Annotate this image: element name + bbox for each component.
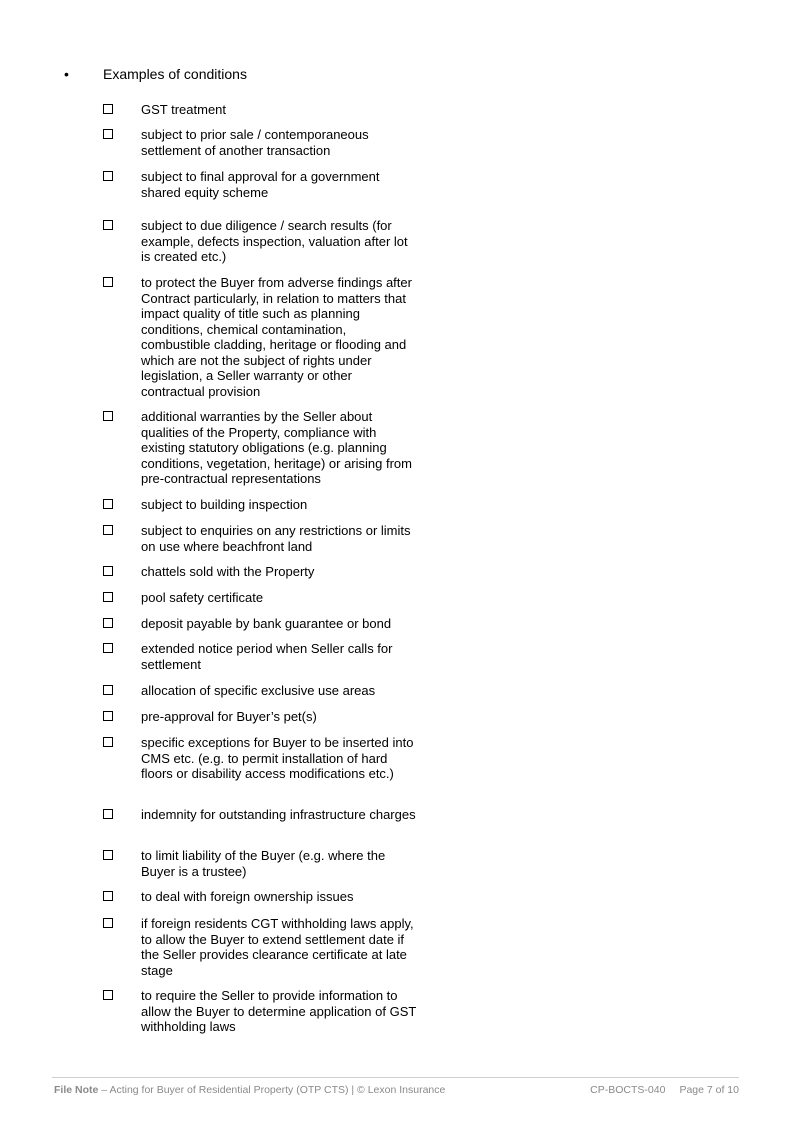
checkbox-icon xyxy=(103,220,113,230)
checkbox-icon xyxy=(103,850,113,860)
condition-text: to deal with foreign ownership issues xyxy=(141,889,354,904)
condition-text: to protect the Buyer from adverse findings after Contract particularly, in relation to matters that impact quality of title such as planning conditions, chemical contamination, combustible cladding, heritage or flooding and which are not the subject of rights under legislation, a Seller warranty or other contractual provision xyxy=(141,275,412,399)
checkbox-icon xyxy=(103,171,113,181)
footer-title-rest: – Acting for Buyer of Residential Property (OTP CTS) | © Lexon Insurance xyxy=(98,1084,446,1096)
list-bullet: • xyxy=(64,66,69,82)
footer-page-number: Page 7 of 10 xyxy=(679,1084,739,1096)
condition-text: to require the Seller to provide information to allow the Buyer to determine application of GST withholding laws xyxy=(141,988,417,1034)
checkbox-icon xyxy=(103,525,113,535)
condition-text: GST treatment xyxy=(141,102,227,117)
checkbox-icon xyxy=(103,129,113,139)
section-heading: Examples of conditions xyxy=(103,66,247,82)
checkbox-icon xyxy=(103,809,113,819)
condition-text: subject to final approval for a government shared equity scheme xyxy=(141,169,380,200)
condition-text: if foreign residents CGT withholding laws apply, to allow the Buyer to extend settlement date if the Seller provides clearance certificate at late stage xyxy=(141,916,414,978)
checkbox-icon xyxy=(103,737,113,747)
condition-text: allocation of specific exclusive use areas xyxy=(141,683,376,698)
checkbox-icon xyxy=(103,990,113,1000)
checkbox-icon xyxy=(103,566,113,576)
checkbox-icon xyxy=(103,277,113,287)
condition-text: extended notice period when Seller calls for settlement xyxy=(141,641,393,672)
checkbox-icon xyxy=(103,592,113,602)
condition-text: subject to building inspection xyxy=(141,497,308,512)
condition-text: subject to enquiries on any restrictions or limits on use where beachfront land xyxy=(141,523,411,554)
condition-text: pre-approval for Buyer’s pet(s) xyxy=(141,709,317,724)
condition-text: indemnity for outstanding infrastructure charges xyxy=(141,807,416,822)
footer-meta xyxy=(576,1084,739,1096)
checkbox-icon xyxy=(103,891,113,901)
checkbox-icon xyxy=(103,711,113,721)
checkbox-icon xyxy=(103,618,113,628)
checkbox-icon xyxy=(103,918,113,928)
condition-text: additional warranties by the Seller about qualities of the Property, compliance with existing statutory obligations (e.g. planning conditions, vegetation, heritage) or arising from pre-contractual representations xyxy=(141,409,412,486)
condition-text: specific exceptions for Buyer to be inserted into CMS etc. (e.g. to permit installation of hard floors or disability access modifications etc.) xyxy=(141,735,414,781)
condition-text: to limit liability of the Buyer (e.g. where the Buyer is a trustee) xyxy=(141,848,386,879)
footer-divider xyxy=(52,1077,739,1078)
checkbox-icon xyxy=(103,499,113,509)
condition-text: deposit payable by bank guarantee or bond xyxy=(141,616,392,631)
footer-title xyxy=(54,1084,445,1096)
checkbox-icon xyxy=(103,643,113,653)
checkbox-icon xyxy=(103,685,113,695)
condition-text: subject to prior sale / contemporaneous settlement of another transaction xyxy=(141,127,369,158)
footer-doc-code: CP-BOCTS-040 xyxy=(590,1084,666,1096)
condition-text: pool safety certificate xyxy=(141,590,264,605)
condition-text: chattels sold with the Property xyxy=(141,564,315,579)
footer-title-bold: File Note xyxy=(54,1084,99,1096)
checkbox-icon xyxy=(103,411,113,421)
checkbox-icon xyxy=(103,104,113,114)
condition-text: subject to due diligence / search results (for example, defects inspection, valuation after lot is created etc.) xyxy=(141,218,408,264)
